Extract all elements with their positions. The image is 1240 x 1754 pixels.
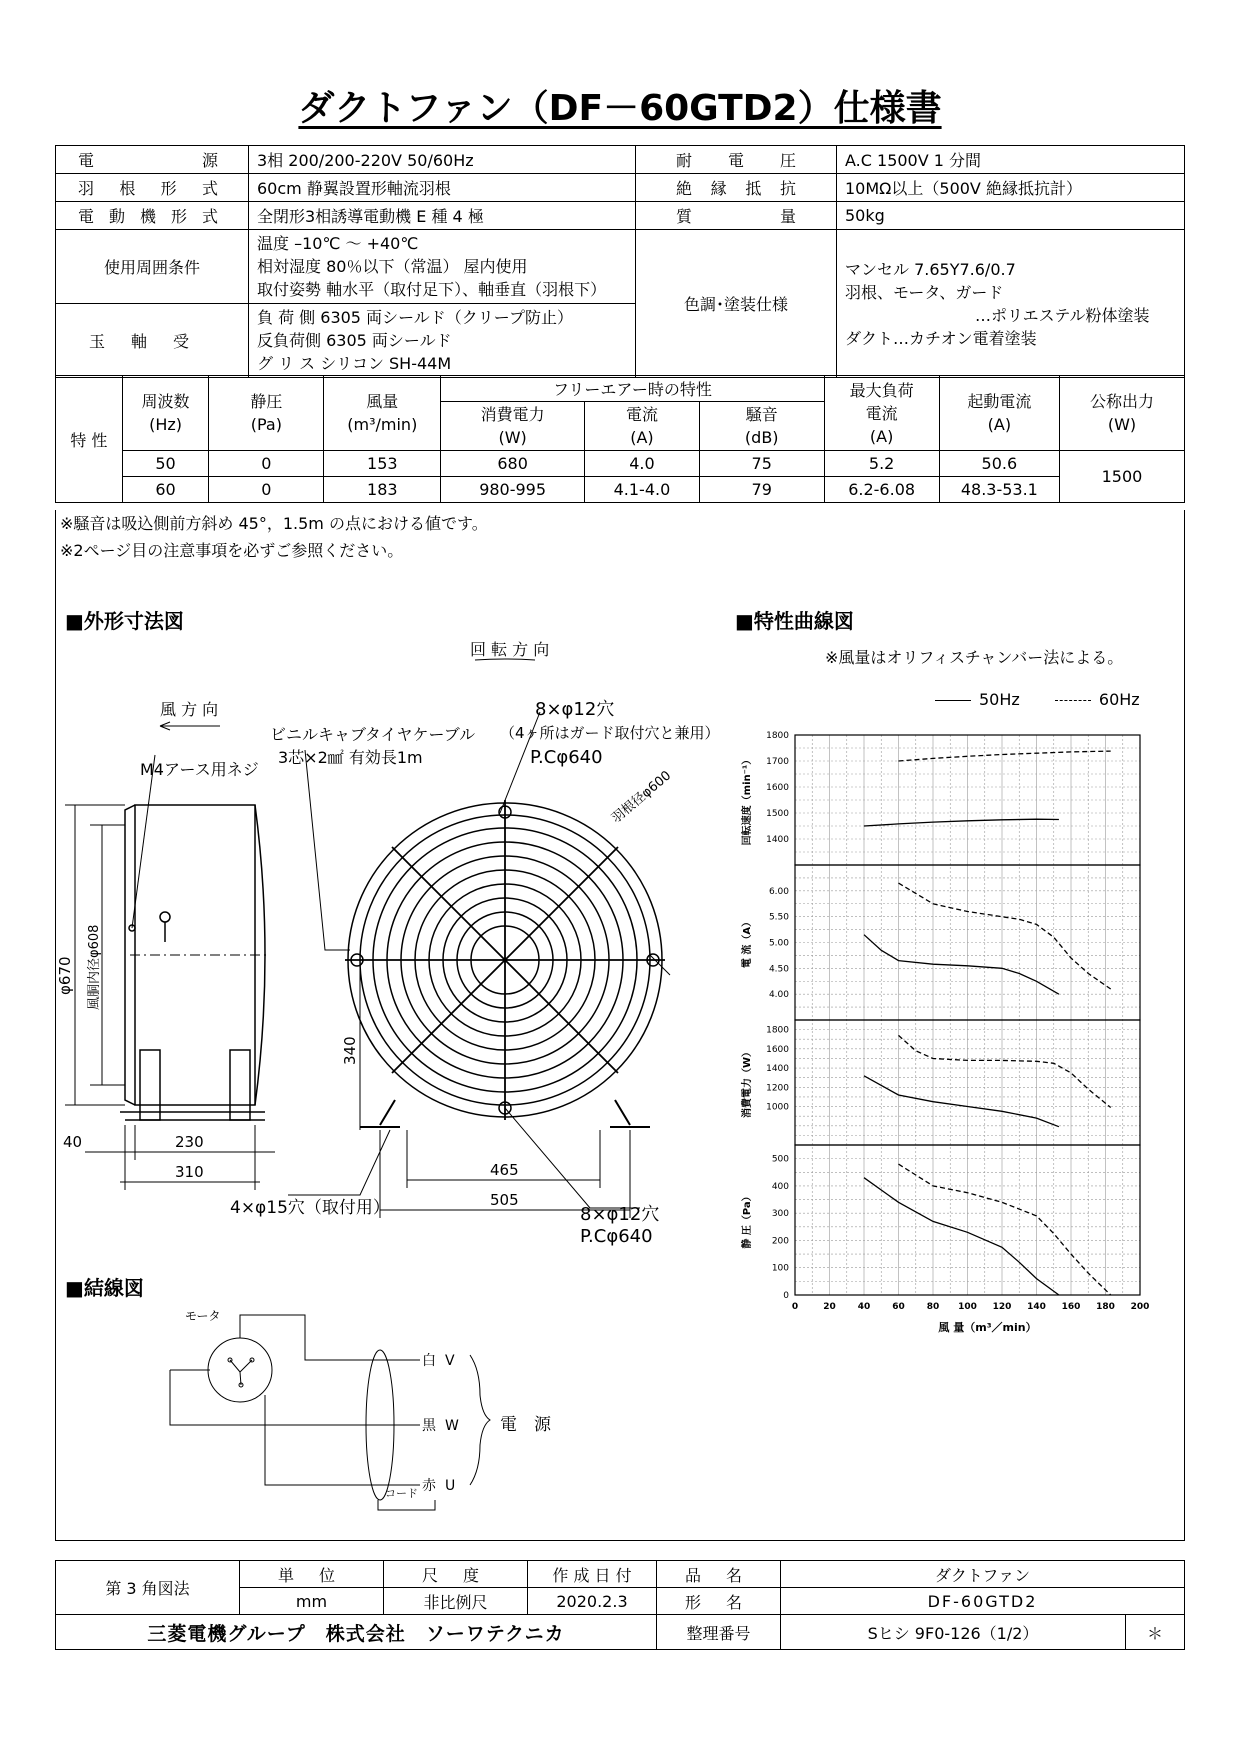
- freeair-header: フリーエアー時の特性: [441, 376, 824, 402]
- airflow-header: 風量 (m³/min): [324, 376, 441, 451]
- outline-drawing: [56, 630, 730, 1250]
- guard-spokes: [345, 800, 665, 1120]
- noise-header: 騒音 (dB): [699, 402, 824, 451]
- source-label: 電 源: [500, 1415, 551, 1435]
- series-50hz-line: [864, 935, 1059, 995]
- blade-label: 羽根形式: [56, 174, 249, 202]
- ref-value: Sヒシ 9F0-126（1/2）: [781, 1615, 1126, 1650]
- y-tick-label: 5.50: [768, 912, 789, 923]
- power-header: 消費電力 (W): [441, 402, 585, 451]
- scale-value: 非比例尺: [384, 1588, 528, 1615]
- dia-outer-label: φ670: [56, 956, 74, 995]
- model-value: DF-60GTD2: [781, 1588, 1185, 1615]
- y-tick-label: 1700: [766, 757, 789, 767]
- series-60hz-line: [899, 883, 1111, 989]
- spec-table: [55, 145, 1185, 378]
- y-tick-label: 1800: [766, 731, 789, 741]
- y-axis-label: 静 圧（Pa）: [742, 1191, 753, 1249]
- series-50hz-line: [864, 1178, 1059, 1295]
- row-60-static: 0: [209, 477, 324, 503]
- x-tick-label: 20: [823, 1302, 836, 1312]
- dim-465: 465: [490, 1161, 519, 1179]
- row-50-static: 0: [209, 451, 324, 477]
- cable-label-1: ビニルキャブタイヤケーブル: [270, 725, 476, 744]
- series-50hz-line: [864, 819, 1059, 826]
- x-tick-label: 180: [1096, 1302, 1115, 1312]
- row-50-freq: 50: [122, 451, 209, 477]
- legend-60hz: 60Hz: [1098, 690, 1140, 709]
- unit-value: mm: [240, 1588, 384, 1615]
- legend: [935, 690, 1140, 709]
- company-name: 三菱電機グループ 株式会社 ソーワテクニカ: [56, 1615, 657, 1650]
- name-label: 品 名: [657, 1561, 781, 1588]
- row-60-maxload: 6.2-6.08: [824, 477, 939, 503]
- mass-label: 質量: [636, 202, 837, 230]
- x-tick-label: 160: [1061, 1302, 1081, 1312]
- x-tick-label: 60: [892, 1302, 905, 1312]
- x-tick-label: 100: [958, 1302, 977, 1312]
- left-foot: [140, 1050, 160, 1120]
- env-value: 温度 –10℃ ～ +40℃ 相対湿度 80％以下（常温） 屋内使用 取付姿勢 軸水平（取付足下）、軸垂直（羽根下）: [249, 230, 636, 304]
- outline-heading: ■外形寸法図: [65, 609, 184, 633]
- black-label: 黒: [422, 1418, 436, 1434]
- earth-screw-label: M4アース用ネジ: [140, 760, 259, 779]
- dim-230: 230: [175, 1133, 204, 1151]
- x-tick-label: 0: [791, 1302, 799, 1312]
- pcd-bottom-label: P.Cφ640: [580, 1226, 653, 1247]
- y-tick-label: 1200: [766, 1083, 789, 1094]
- y-tick-label: 1000: [766, 1102, 789, 1113]
- motor-symbol: [208, 1338, 272, 1402]
- y-tick-label: 1400: [766, 835, 789, 845]
- series-60hz-line: [899, 751, 1111, 761]
- dim-340: 340: [341, 1036, 359, 1065]
- row-60-noise: 79: [699, 477, 824, 503]
- y-axis-label: 電 流（A）: [742, 916, 753, 969]
- power-label: 電源: [56, 146, 249, 174]
- y-tick-label: 500: [771, 1154, 789, 1165]
- row-50-noise: 75: [699, 451, 824, 477]
- x-tick-label: 140: [1027, 1302, 1046, 1312]
- y-tick-label: 1800: [766, 1025, 789, 1036]
- dim-505: 505: [490, 1191, 519, 1209]
- white-label: 白: [422, 1353, 436, 1369]
- ref-label: 整理番号: [657, 1615, 781, 1650]
- y-tick-label: 300: [771, 1209, 789, 1220]
- holes-top-label: 8×φ12穴: [535, 699, 615, 720]
- unit-label: 単 位: [240, 1561, 384, 1588]
- char-label: 特 性: [56, 376, 123, 503]
- bearing-label: 玉軸受: [56, 304, 249, 378]
- row-60-start: 48.3-53.1: [939, 477, 1059, 503]
- pcd-top-label: P.Cφ640: [530, 747, 603, 768]
- y-tick-label: 4.50: [768, 964, 789, 975]
- y-tick-label: 1600: [766, 783, 789, 793]
- y-tick-label: 100: [771, 1263, 789, 1274]
- color-value: マンセル 7.65Y7.6/0.7 羽根、モータ、ガード …ポリエステル粉体塗装 ダクト…カチオン電着塗装: [837, 230, 1185, 378]
- characteristic-curve-chart: [740, 731, 1160, 1375]
- x-tick-label: 40: [857, 1302, 871, 1312]
- model-label: 形 名: [657, 1588, 781, 1615]
- wiring-diagram: [150, 1300, 670, 1500]
- note-noise: ※騒音は吸込側前方斜め 45°，1.5m の点における値です。: [60, 514, 488, 533]
- notes: [60, 510, 488, 564]
- mark: ＊: [1126, 1615, 1185, 1650]
- y-axis-label: 回転速度（min⁻¹）: [742, 754, 753, 846]
- date-label: 作 成 日 付: [528, 1561, 657, 1588]
- y-tick-label: 0: [783, 1291, 789, 1301]
- legend-50hz: 50Hz: [979, 690, 1020, 709]
- x-axis-label: 風 量（m³／min）: [938, 1321, 1037, 1334]
- env-label: 使用周囲条件: [56, 230, 249, 304]
- y-tick-label: 1600: [766, 1044, 789, 1055]
- output-value: 1500: [1059, 451, 1184, 503]
- freq-header: 周波数 (Hz): [122, 376, 209, 451]
- holes-bottom-label: 8×φ12穴: [580, 1204, 660, 1225]
- row-60-current: 4.1-4.0: [584, 477, 699, 503]
- power-value: 3相 200/200-220V 50/60Hz: [249, 146, 636, 174]
- series-60hz-line: [899, 1164, 1111, 1295]
- projection: 第 3 角図法: [56, 1561, 240, 1615]
- start-header: 起動電流 (A): [939, 376, 1059, 451]
- current-header: 電流 (A): [584, 402, 699, 451]
- y-tick-label: 6.00: [768, 886, 789, 897]
- row-60-power: 980-995: [441, 477, 585, 503]
- row-50-maxload: 5.2: [824, 451, 939, 477]
- dia-inner-label: 風胴内径φ608: [87, 924, 102, 1010]
- y-tick-label: 200: [771, 1236, 789, 1247]
- right-foot: [230, 1050, 250, 1120]
- w-label: W: [445, 1418, 459, 1434]
- date-value: 2020.2.3: [528, 1588, 657, 1615]
- insulation-label: 絶縁抵抗: [636, 174, 837, 202]
- y-axis-label: 消費電力（W）: [742, 1046, 753, 1119]
- row-50-power: 680: [441, 451, 585, 477]
- withstand-value: A.C 1500V 1 分間: [837, 146, 1185, 174]
- maxload-header: 最大負荷 電流 (A): [824, 376, 939, 451]
- row-50-current: 4.0: [584, 451, 699, 477]
- document-title: ダクトファン（DF－60GTD2）仕様書: [298, 88, 942, 129]
- static-header: 静圧 (Pa): [209, 376, 324, 451]
- motor-value: 全閉形3相誘導電動機 E 種 4 極: [249, 202, 636, 230]
- insulation-value: 10MΩ以上（500V 絶縁抵抗計）: [837, 174, 1185, 202]
- color-label: 色調･塗装仕様: [636, 230, 837, 378]
- blade-value: 60cm 静翼設置形軸流羽根: [249, 174, 636, 202]
- y-tick-label: 4.00: [768, 990, 789, 1001]
- x-tick-label: 80: [926, 1302, 940, 1312]
- row-50-airflow: 153: [324, 451, 441, 477]
- blade-dia-label: 羽根径φ600: [609, 768, 675, 827]
- scale-label: 尺 度: [384, 1561, 528, 1588]
- name-value: ダクトファン: [781, 1561, 1185, 1588]
- y-tick-label: 5.00: [768, 938, 789, 949]
- y-tick-label: 400: [771, 1181, 789, 1192]
- curve-heading: ■特性曲線図: [735, 609, 854, 633]
- wiring-heading: ■結線図: [65, 1276, 144, 1300]
- cord-label: コード: [385, 1487, 418, 1500]
- row-60-freq: 60: [122, 477, 209, 503]
- withstand-label: 耐電圧: [636, 146, 837, 174]
- y-tick-label: 1400: [766, 1064, 789, 1075]
- rotation-label: 回 転 方 向: [470, 640, 550, 659]
- characteristics-table: [55, 375, 1185, 503]
- x-tick-label: 120: [992, 1302, 1012, 1312]
- holes-top-note: （4ヶ所はガード取付穴と兼用）: [500, 724, 720, 742]
- dim-40: 40: [63, 1133, 83, 1151]
- bearing-value: 負 荷 側 6305 両シールド（クリープ防止） 反負荷側 6305 両シールド グ リ ス シリコン SH-44M: [249, 304, 636, 378]
- cable-label-2: 3芯×2㎟ 有効長1m: [278, 748, 423, 767]
- mass-value: 50kg: [837, 202, 1185, 230]
- row-50-start: 50.6: [939, 451, 1059, 477]
- dim-310: 310: [175, 1163, 204, 1181]
- curve-note: ※風量はオリフィスチャンバー法による。: [825, 648, 1124, 667]
- row-60-airflow: 183: [324, 477, 441, 503]
- motor-label: 電動機形式: [56, 202, 249, 230]
- red-label: 赤: [422, 1478, 436, 1494]
- holes-mount-label: 4×φ15穴（取付用）: [230, 1198, 390, 1218]
- y-tick-label: 1500: [766, 809, 789, 819]
- note-caution: ※2ページ目の注意事項を必ずご参照ください。: [60, 541, 404, 560]
- footer-table: [55, 1560, 1185, 1650]
- motor-label: モータ: [185, 1309, 221, 1323]
- series-50hz-line: [864, 1076, 1059, 1127]
- x-tick-label: 200: [1130, 1302, 1150, 1312]
- output-header: 公称出力 (W): [1059, 376, 1184, 451]
- v-label: V: [445, 1353, 455, 1369]
- u-label: U: [445, 1478, 456, 1494]
- wind-label: 風 方 向: [160, 700, 219, 719]
